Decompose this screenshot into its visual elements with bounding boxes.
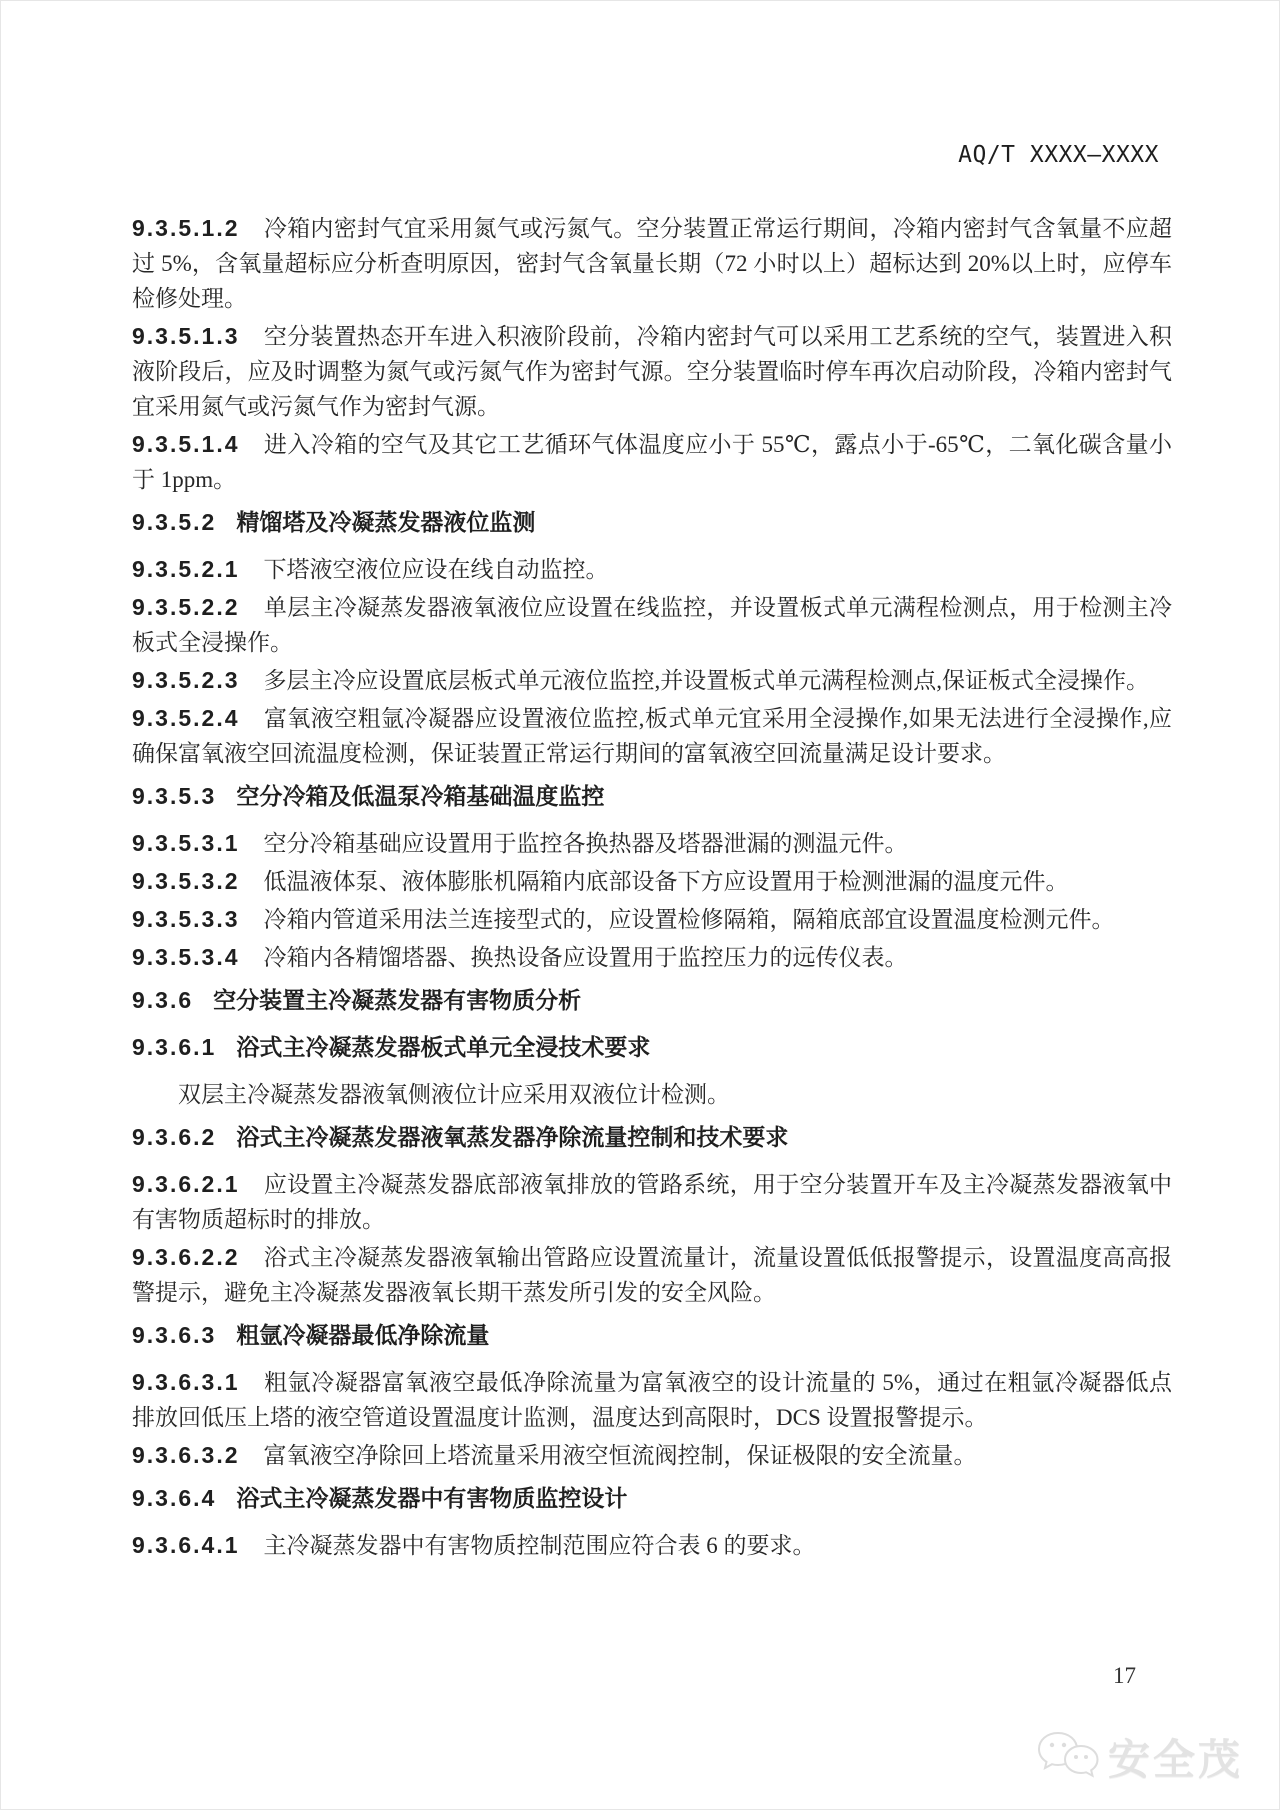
- wechat-bubbles-icon: [1036, 1730, 1102, 1784]
- clause-paragraph: [132, 940, 1172, 975]
- clause-number: 9.3.5.3: [132, 783, 217, 809]
- clause-number: 9.3.5.3.4: [132, 944, 240, 970]
- clause-paragraph: [132, 1365, 1172, 1435]
- clause-heading: [132, 1318, 1172, 1353]
- clause-text: 多层主冷应设置底层板式单元液位监控,并设置板式单元满程检测点,保证板式全浸操作。: [263, 668, 1150, 693]
- clause-paragraph: [132, 826, 1172, 861]
- clause-number: 9.3.6.3.1: [132, 1369, 240, 1395]
- clause-text: 低温液体泵、液体膨胀机隔箱内底部设备下方应设置用于检测泄漏的温度元件。: [263, 869, 1069, 894]
- watermark-text: 安全茂: [1107, 1736, 1243, 1783]
- clause-heading: [132, 1481, 1172, 1516]
- clause-paragraph: [132, 427, 1172, 497]
- clause-text: 下塔液空液位应设在线自动监控。: [263, 557, 609, 582]
- clause-text: 浴式主冷凝蒸发器液氧输出管路应设置流量计，流量设置低低报警提示，设置温度高高报警提示，避免主冷凝蒸发器液氧长期干蒸发所引发的安全风险。: [132, 1245, 1172, 1305]
- clause-text: 空分冷箱及低温泵冷箱基础温度监控: [236, 783, 605, 809]
- page-number: 17: [1113, 1663, 1136, 1688]
- clause-text: 冷箱内各精馏塔器、换热设备应设置用于监控压力的远传仪表。: [263, 945, 908, 970]
- clause-number: 9.3.6.2: [132, 1124, 217, 1150]
- clause-number: 9.3.6.1: [132, 1034, 217, 1060]
- clause-text: 主冷凝蒸发器中有害物质控制范围应符合表 6 的要求。: [263, 1533, 816, 1558]
- clause-paragraph: [132, 701, 1172, 771]
- clause-text: 空分装置主冷凝蒸发器有害物质分析: [213, 987, 582, 1013]
- clause-paragraph: [132, 590, 1172, 660]
- clause-number: 9.3.5.2: [132, 509, 217, 535]
- clause-number: 9.3.6.3.2: [132, 1442, 240, 1468]
- clause-heading: [132, 1030, 1172, 1065]
- clause-paragraph: [132, 1077, 1172, 1112]
- clause-number: 9.3.5.2.2: [132, 594, 240, 620]
- clause-text: 应设置主冷凝蒸发器底部液氧排放的管路系统，用于空分装置开车及主冷凝蒸发器液氧中有害物质超标时的排放。: [132, 1172, 1172, 1232]
- clause-number: 9.3.5.3.3: [132, 906, 240, 932]
- clause-text: 浴式主冷凝蒸发器中有害物质监控设计: [236, 1485, 628, 1511]
- clause-text: 单层主冷凝蒸发器液氧液位应设置在线监控，并设置板式单元满程检测点，用于检测主冷板式全浸操作。: [132, 595, 1172, 655]
- clause-number: 9.3.5.2.4: [132, 705, 240, 731]
- clause-text: 冷箱内密封气宜采用氮气或污氮气。空分装置正常运行期间，冷箱内密封气含氧量不应超过 5%，含氧量超标应分析查明原因，密封气含氧量长期（72 小时以上）超标达到 20%以上时，应停车检修处理。: [132, 216, 1172, 311]
- clause-text: 粗氩冷凝器最低净除流量: [236, 1322, 490, 1348]
- clause-paragraph: [132, 864, 1172, 899]
- clause-paragraph: [132, 663, 1172, 698]
- clause-heading: [132, 1120, 1172, 1155]
- clause-paragraph: [132, 552, 1172, 587]
- clause-number: 9.3.5.3.2: [132, 868, 240, 894]
- clause-text: 浴式主冷凝蒸发器板式单元全浸技术要求: [236, 1034, 651, 1060]
- clause-text: 精馏塔及冷凝蒸发器液位监测: [236, 509, 536, 535]
- clause-paragraph: [132, 1438, 1172, 1473]
- document-body: [132, 211, 1172, 1566]
- clause-number: 9.3.5.2.1: [132, 556, 240, 582]
- clause-text: 浴式主冷凝蒸发器液氧蒸发器净除流量控制和技术要求: [236, 1124, 789, 1150]
- clause-text: 粗氩冷凝器富氧液空最低净除流量为富氧液空的设计流量的 5%，通过在粗氩冷凝器低点排放回低压上塔的液空管道设置温度计监测，温度达到高限时，DCS 设置报警提示。: [132, 1370, 1172, 1430]
- clause-text: 富氧液空粗氩冷凝器应设置液位监控,板式单元宜采用全浸操作,如果无法进行全浸操作,应确保富氧液空回流温度检测，保证装置正常运行期间的富氧液空回流量满足设计要求。: [132, 706, 1172, 766]
- clause-text: 进入冷箱的空气及其它工艺循环气体温度应小于 55℃，露点小于-65℃，二氧化碳含量小于 1ppm。: [132, 432, 1172, 492]
- clause-paragraph: [132, 1167, 1172, 1237]
- clause-number: 9.3.6: [132, 987, 194, 1013]
- clause-number: 9.3.5.1.2: [132, 215, 240, 241]
- clause-paragraph: [132, 319, 1172, 424]
- clause-number: 9.3.6.4: [132, 1485, 217, 1511]
- watermark: [1036, 1727, 1243, 1787]
- clause-number: 9.3.6.2.2: [132, 1244, 240, 1270]
- clause-text: 空分装置热态开车进入积液阶段前，冷箱内密封气可以采用工艺系统的空气，装置进入积液阶段后，应及时调整为氮气或污氮气作为密封气源。空分装置临时停车再次启动阶段，冷箱内密封气宜采用氮气或污氮气作为密封气源。: [132, 324, 1172, 419]
- clause-number: 9.3.5.1.3: [132, 323, 240, 349]
- clause-number: 9.3.6.2.1: [132, 1171, 240, 1197]
- clause-number: 9.3.5.2.3: [132, 667, 240, 693]
- clause-text: 空分冷箱基础应设置用于监控各换热器及塔器泄漏的测温元件。: [263, 831, 908, 856]
- clause-number: 9.3.5.1.4: [132, 431, 240, 457]
- clause-heading: [132, 505, 1172, 540]
- clause-text: 冷箱内管道采用法兰连接型式的，应设置检修隔箱，隔箱底部宜设置温度检测元件。: [263, 907, 1115, 932]
- clause-paragraph: [132, 1528, 1172, 1563]
- clause-paragraph: [132, 1240, 1172, 1310]
- clause-number: 9.3.6.4.1: [132, 1532, 240, 1558]
- clause-text: 双层主冷凝蒸发器液氧侧液位计应采用双液位计检测。: [178, 1082, 730, 1107]
- clause-paragraph: [132, 902, 1172, 937]
- clause-number: 9.3.6.3: [132, 1322, 217, 1348]
- clause-text: 富氧液空净除回上塔流量采用液空恒流阀控制，保证极限的安全流量。: [263, 1443, 977, 1468]
- clause-heading: [132, 983, 1172, 1018]
- clause-paragraph: [132, 211, 1172, 316]
- doc-code-header: AQ/T XXXX—XXXX: [958, 142, 1159, 168]
- clause-heading: [132, 779, 1172, 814]
- clause-number: 9.3.5.3.1: [132, 830, 240, 856]
